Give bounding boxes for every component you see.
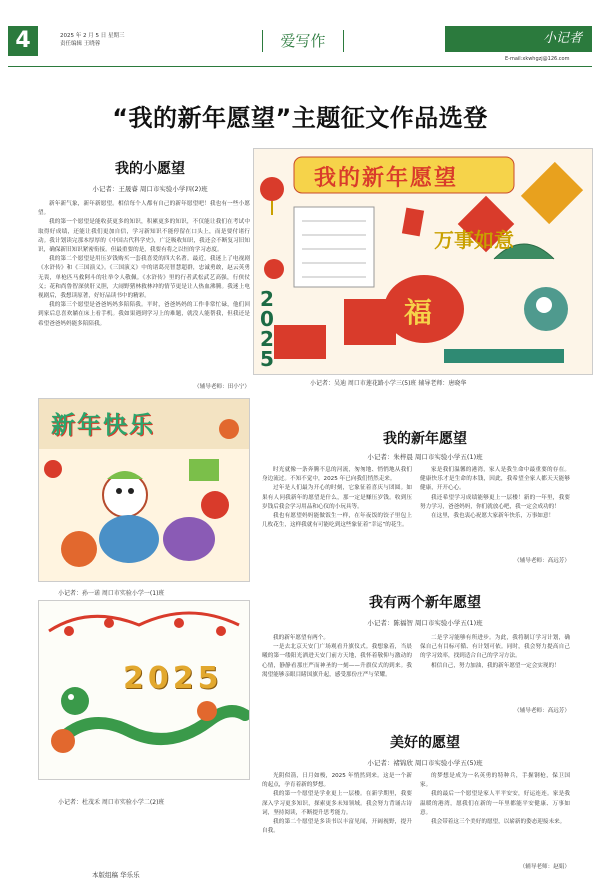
- article-4-right-column: [420, 772, 570, 827]
- article-3-left-column: [262, 634, 412, 680]
- issue-date: 2025 年 2 月 5 日 星期三: [60, 33, 125, 39]
- column-divider-left: [262, 30, 263, 52]
- drawing-3-caption: 小记者：杜茂禾 周口市实验小学二(2)班: [58, 799, 165, 806]
- paragraph: 一是去北京天安门广场观看升旗仪式。我想象着，当晨曦的第一缕阳光洒进天安门前方天地，我怀着敬仰与激动的心情，静静看那庄严而神圣的一刻——升旗仪式的到来。我渴望能够亲眼目睹国旗升起，感受那份庄严与荣耀。: [262, 644, 412, 678]
- paragraph: 我会带着这三个美好的愿望，以崭新的姿态迎接未来。: [431, 819, 566, 826]
- paragraph: 我还希望学习成绩能够更上一层楼！新的一年里，我要努力学习，爸爸妈妈，你们就放心吧，我一定会成功的！: [420, 494, 570, 510]
- drawing-2-caption: 小记者：孙一诺 周口市实验小学一(1)班: [58, 590, 165, 597]
- brand-banner: 小记者: [445, 26, 592, 52]
- page-footer: 本版组稿 华乐乐: [92, 871, 140, 879]
- paragraph: 的梦想是成为一名英勇的特种兵，手握钢枪，保卫国家。: [420, 773, 570, 789]
- article-1-tutor: （辅导老师：田小宁）: [194, 384, 250, 390]
- paragraph: 我的第二个愿望是用压岁钱购买一套我喜爱的四大名著。最近，我迷上了电视剧《水浒传》和《三国演义》。《三国演义》中的诸葛亮智慧超群，忠诚勇敢，赵云英勇无畏，单枪匹马救阿斗的壮举令人敬佩。《水浒传》里的行者武松武艺高强，行侠仗义；花和尚鲁智深侠肝义胆，大闹野猪林救林冲的情节更是让人热血沸腾。我迷上电视剧后，我想读原著，好好品读书中的精彩。: [38, 256, 250, 300]
- drawing-2-title: 新年快乐: [51, 410, 155, 439]
- drawing-new-year-wish: [253, 148, 593, 375]
- drawing-1-wish: 万事如意: [434, 228, 514, 252]
- article-2-right-column: [420, 466, 570, 521]
- drawing-1-title: 我的新年愿望: [314, 165, 459, 191]
- article-2-byline: 小记者：朱梓晨 周口市实验小学五(1)班: [367, 453, 483, 461]
- article-2-left-column: [262, 466, 412, 530]
- paragraph: 家是我们温馨的港湾，家人是我生命中最重要的存在。健康快乐才是生命的本钱，因此，我希望全家人都天天能够健康，开开心心。: [420, 467, 570, 492]
- drawing-happy-new-year: [38, 398, 250, 582]
- article-3-right-column: [420, 634, 570, 671]
- article-1-byline: 小记者：王晟睿 周口市实验小学四(2)班: [92, 185, 208, 193]
- article-1-title: 我的小愿望: [115, 161, 185, 177]
- drawing-1-caption: 小记者：吴迪 周口市莲花路小学三(5)班 辅导老师：唐晓华: [310, 380, 467, 387]
- contact-email: E-mail:xkwhgzj@126.com: [505, 56, 570, 62]
- drawing-3-year: 2025: [123, 661, 223, 696]
- article-2-title: 我的新年愿望: [383, 431, 467, 447]
- issue-meta: [60, 32, 125, 48]
- article-3-byline: 小记者：陈福智 周口市实验小学五(1)班: [367, 619, 483, 627]
- paragraph: 我的第二个愿望是多读书以丰富见闻，开阔视野，提升自我。: [262, 819, 412, 835]
- drawing-1-fu: 福: [404, 296, 433, 329]
- article-4-tutor: （辅导老师：赵娟）: [519, 864, 570, 870]
- paragraph: 我的第一个愿望是能收获更多的知识，积累更多的知识，不仅能让我们在考试中取得好成绩，还能让我们更加自信，学习新知识不能停留在口头上，而是要付诸行动。我计划读完那本厚厚的《中国古代科学史》，广泛吸收知识，我还会不断复习旧知识，确保新旧知识紧密衔接。但最重要的是，我要有将之以恒的学习态度。: [38, 219, 250, 254]
- paragraph: 新年新气象，新年新愿望。相信每个人都有自己的新年愿望吧！我也有一些小愿望。: [38, 201, 250, 217]
- header-rule: [8, 66, 592, 67]
- paragraph: 二是学习能够有所进步。为此，我将制订学习计划，确保自己有目标可循、有计划可依。同时，我会努力提高自己的学习效率，找到适合自己的学习方法。: [420, 635, 570, 660]
- issue-editor: 责任编辑 王晓蓉: [60, 41, 101, 47]
- paragraph: 我的最后一个愿望是家人平平安安，好运连连。家是我温暖的港湾，愿我们在新的一年里都能平安健康、万事如意。: [420, 791, 570, 816]
- paragraph: 我的新年愿望有两个。: [273, 635, 329, 641]
- paragraph: 我的第三个愿望是爸爸妈妈多陪陪我。平时，爸爸妈妈的工作非常忙碌，他们回到家后总喜欢躺在床上看手机。我如果遇到学习上的难题，就没人能帮我，但我还是希望爸爸妈妈能多陪陪我。: [38, 302, 250, 327]
- paragraph: 过年是人们最为开心的时刻，它象征着喜庆与团圆。如果有人问我新年的愿望是什么，那一定是赚压岁钱。收到压岁钱后我会学习用品和心仪的小玩具等。: [262, 485, 412, 510]
- drawing-1-year: 2025: [260, 287, 274, 371]
- paragraph: 在这里，我也衷心祝愿大家新年快乐，万事如意！: [431, 513, 555, 520]
- article-4-title: 美好的愿望: [390, 735, 460, 751]
- article-3-title: 我有两个新年愿望: [369, 595, 481, 611]
- paragraph: 我也有愿望妈妈能做饭生一样，在年夜饭的饺子里包上几枚花生，这样我就有可能吃到这些象征着“幸运”的花生。: [262, 513, 412, 529]
- paragraph: 时光就像一条奔腾不息的河流，匆匆地、悄悄地从我们身边流过。不知不觉中，2025 年已向我们悄然走来。: [262, 467, 412, 483]
- paragraph: 我的第一个愿望是学业更上一层楼。在新学期里，我要深入学习更多知识，探索更多未知领域。我会努力背诵古诗词，坚持阅读，不断提升思考能力。: [262, 791, 412, 816]
- article-3-tutor: （辅导老师：高远芳）: [514, 708, 570, 714]
- page-headline: “我的新年愿望”主题征文作品选登: [112, 104, 488, 132]
- article-4-byline: 小记者：褚锦欣 周口市实验小学五(5)班: [367, 759, 483, 767]
- column-divider-right: [343, 30, 344, 52]
- article-2-tutor: （辅导老师：高远芳）: [514, 558, 570, 564]
- paragraph: 相信自己，努力加油，我的新年愿望一定会实现的！: [431, 662, 560, 669]
- column-name: 爱写作: [280, 32, 326, 50]
- drawing-snake-2025: [38, 600, 250, 780]
- paragraph: 光阴似箭，日月如梭，2025 年悄然到来。这是一个新的起点，孕育着新的梦想。: [262, 773, 412, 789]
- page-number: 4: [8, 26, 38, 56]
- article-1-body: [38, 200, 250, 329]
- article-4-left-column: [262, 772, 412, 836]
